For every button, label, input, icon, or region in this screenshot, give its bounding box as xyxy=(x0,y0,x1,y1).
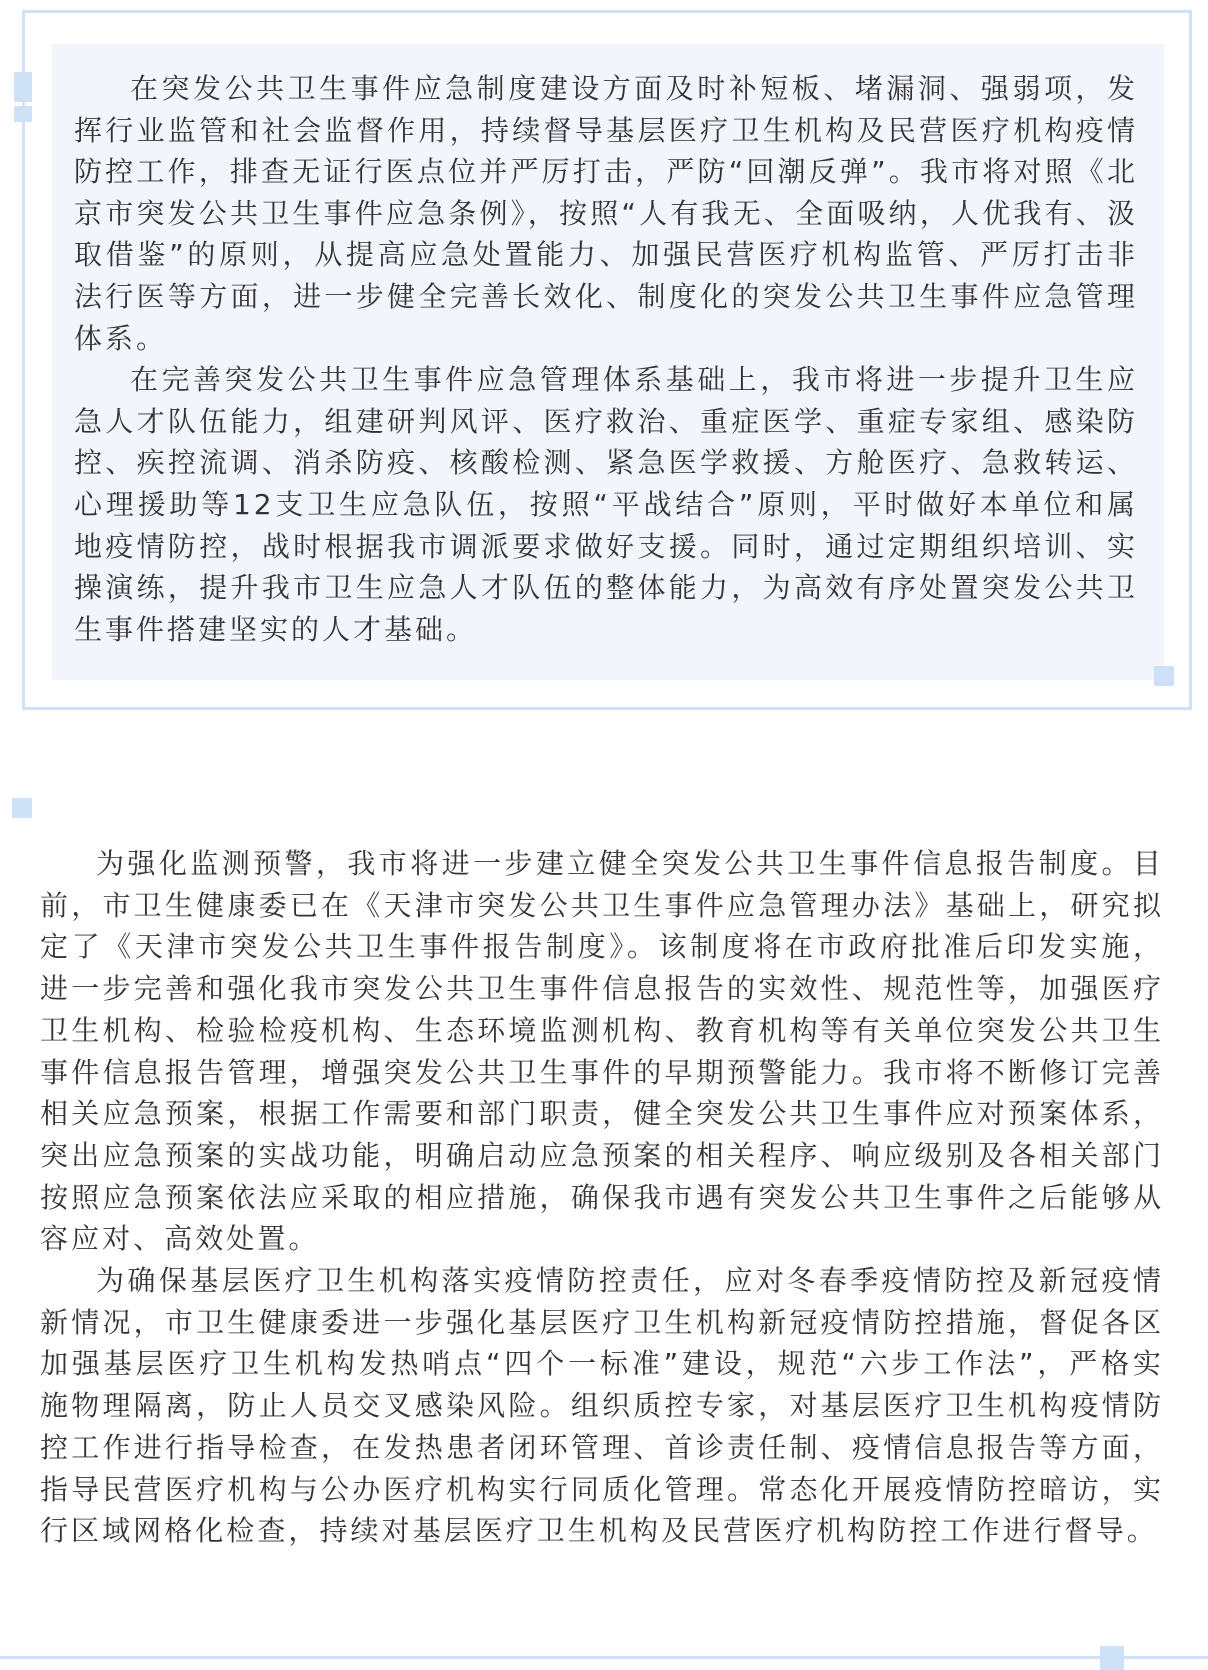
article-body xyxy=(40,843,1164,1552)
quote-paragraph-1: 在突发公共卫生事件应急制度建设方面及时补短板、堵漏洞、强弱项，发挥行业监管和社会监督作用，持续督导基层医疗卫生机构及民营医疗机构疫情防控工作，排查无证行医点位并严厉打击，严防“回潮反弹”。我市将对照《北京市突发公共卫生事件应急条例》，按照“人有我无、全面吸纳，人优我有、汲取借鉴”的原则，从提高应急处置能力、加强民营医疗机构监管、严厉打击非法行医等方面，进一步健全完善长效化、制度化的突发公共卫生事件应急管理体系。 xyxy=(74,72,1138,355)
body-paragraph-2: 为确保基层医疗卫生机构落实疫情防控责任，应对冬春季疫情防控及新冠疫情新情况，市卫生健康委进一步强化基层医疗卫生机构新冠疫情防控措施，督促各区加强基层医疗卫生机构发热哨点“四个一标准”建设，规范“六步工作法”，严格实施物理隔离，防止人员交叉感染风险。组织质控专家，对基层医疗卫生机构疫情防控工作进行指导检查，在发热患者闭环管理、首诊责任制、疫情信息报告等方面，指导民营医疗机构与公办医疗机构实行同质化管理。常态化开展疫情防控暗访，实行区域网格化检查，持续对基层医疗卫生机构及民营医疗机构防控工作进行督导。 xyxy=(40,1264,1164,1548)
decorative-square xyxy=(14,72,32,102)
body-paragraph-1: 为强化监测预警，我市将进一步建立健全突发公共卫生事件信息报告制度。目前，市卫生健康委已在《天津市突发公共卫生事件应急管理办法》基础上，研究拟定了《天津市突发公共卫生事件报告制度》。该制度将在市政府批准后印发实施，进一步完善和强化我市突发公共卫生事件信息报告的实效性、规范性等，加强医疗卫生机构、检验检疫机构、生态环境监测机构、教育机构等有关单位突发公共卫生事件信息报告管理，增强突发公共卫生事件的早期预警能力。我市将不断修订完善相关应急预案，根据工作需要和部门职责，健全突发公共卫生事件应对预案体系，突出应急预案的实战功能，明确启动应急预案的相关程序、响应级别及各相关部门按照应急预案依法应采取的相应措施，确保我市遇有突发公共卫生事件之后能够从容应对、高效处置。 xyxy=(40,847,1164,1256)
bottom-divider xyxy=(0,1656,1208,1659)
decorative-square xyxy=(1154,666,1174,686)
decorative-square xyxy=(14,106,32,122)
decorative-square xyxy=(1100,1646,1124,1670)
quote-text xyxy=(74,68,1138,650)
decorative-square xyxy=(12,798,32,818)
quote-paragraph-2: 在完善突发公共卫生事件应急管理体系基础上，我市将进一步提升卫生应急人才队伍能力，组建研判风评、医疗救治、重症医学、重症专家组、感染防控、疾控流调、消杀防疫、核酸检测、紧急医学救援、方舱医疗、急救转运、心理援助等12支卫生应急队伍，按照“平战结合”原则，平时做好本单位和属地疫情防控，战时根据我市调派要求做好支援。同时，通过定期组织培训、实操演练，提升我市卫生应急人才队伍的整体能力，为高效有序处置突发公共卫生事件搭建坚实的人才基础。 xyxy=(74,363,1138,646)
